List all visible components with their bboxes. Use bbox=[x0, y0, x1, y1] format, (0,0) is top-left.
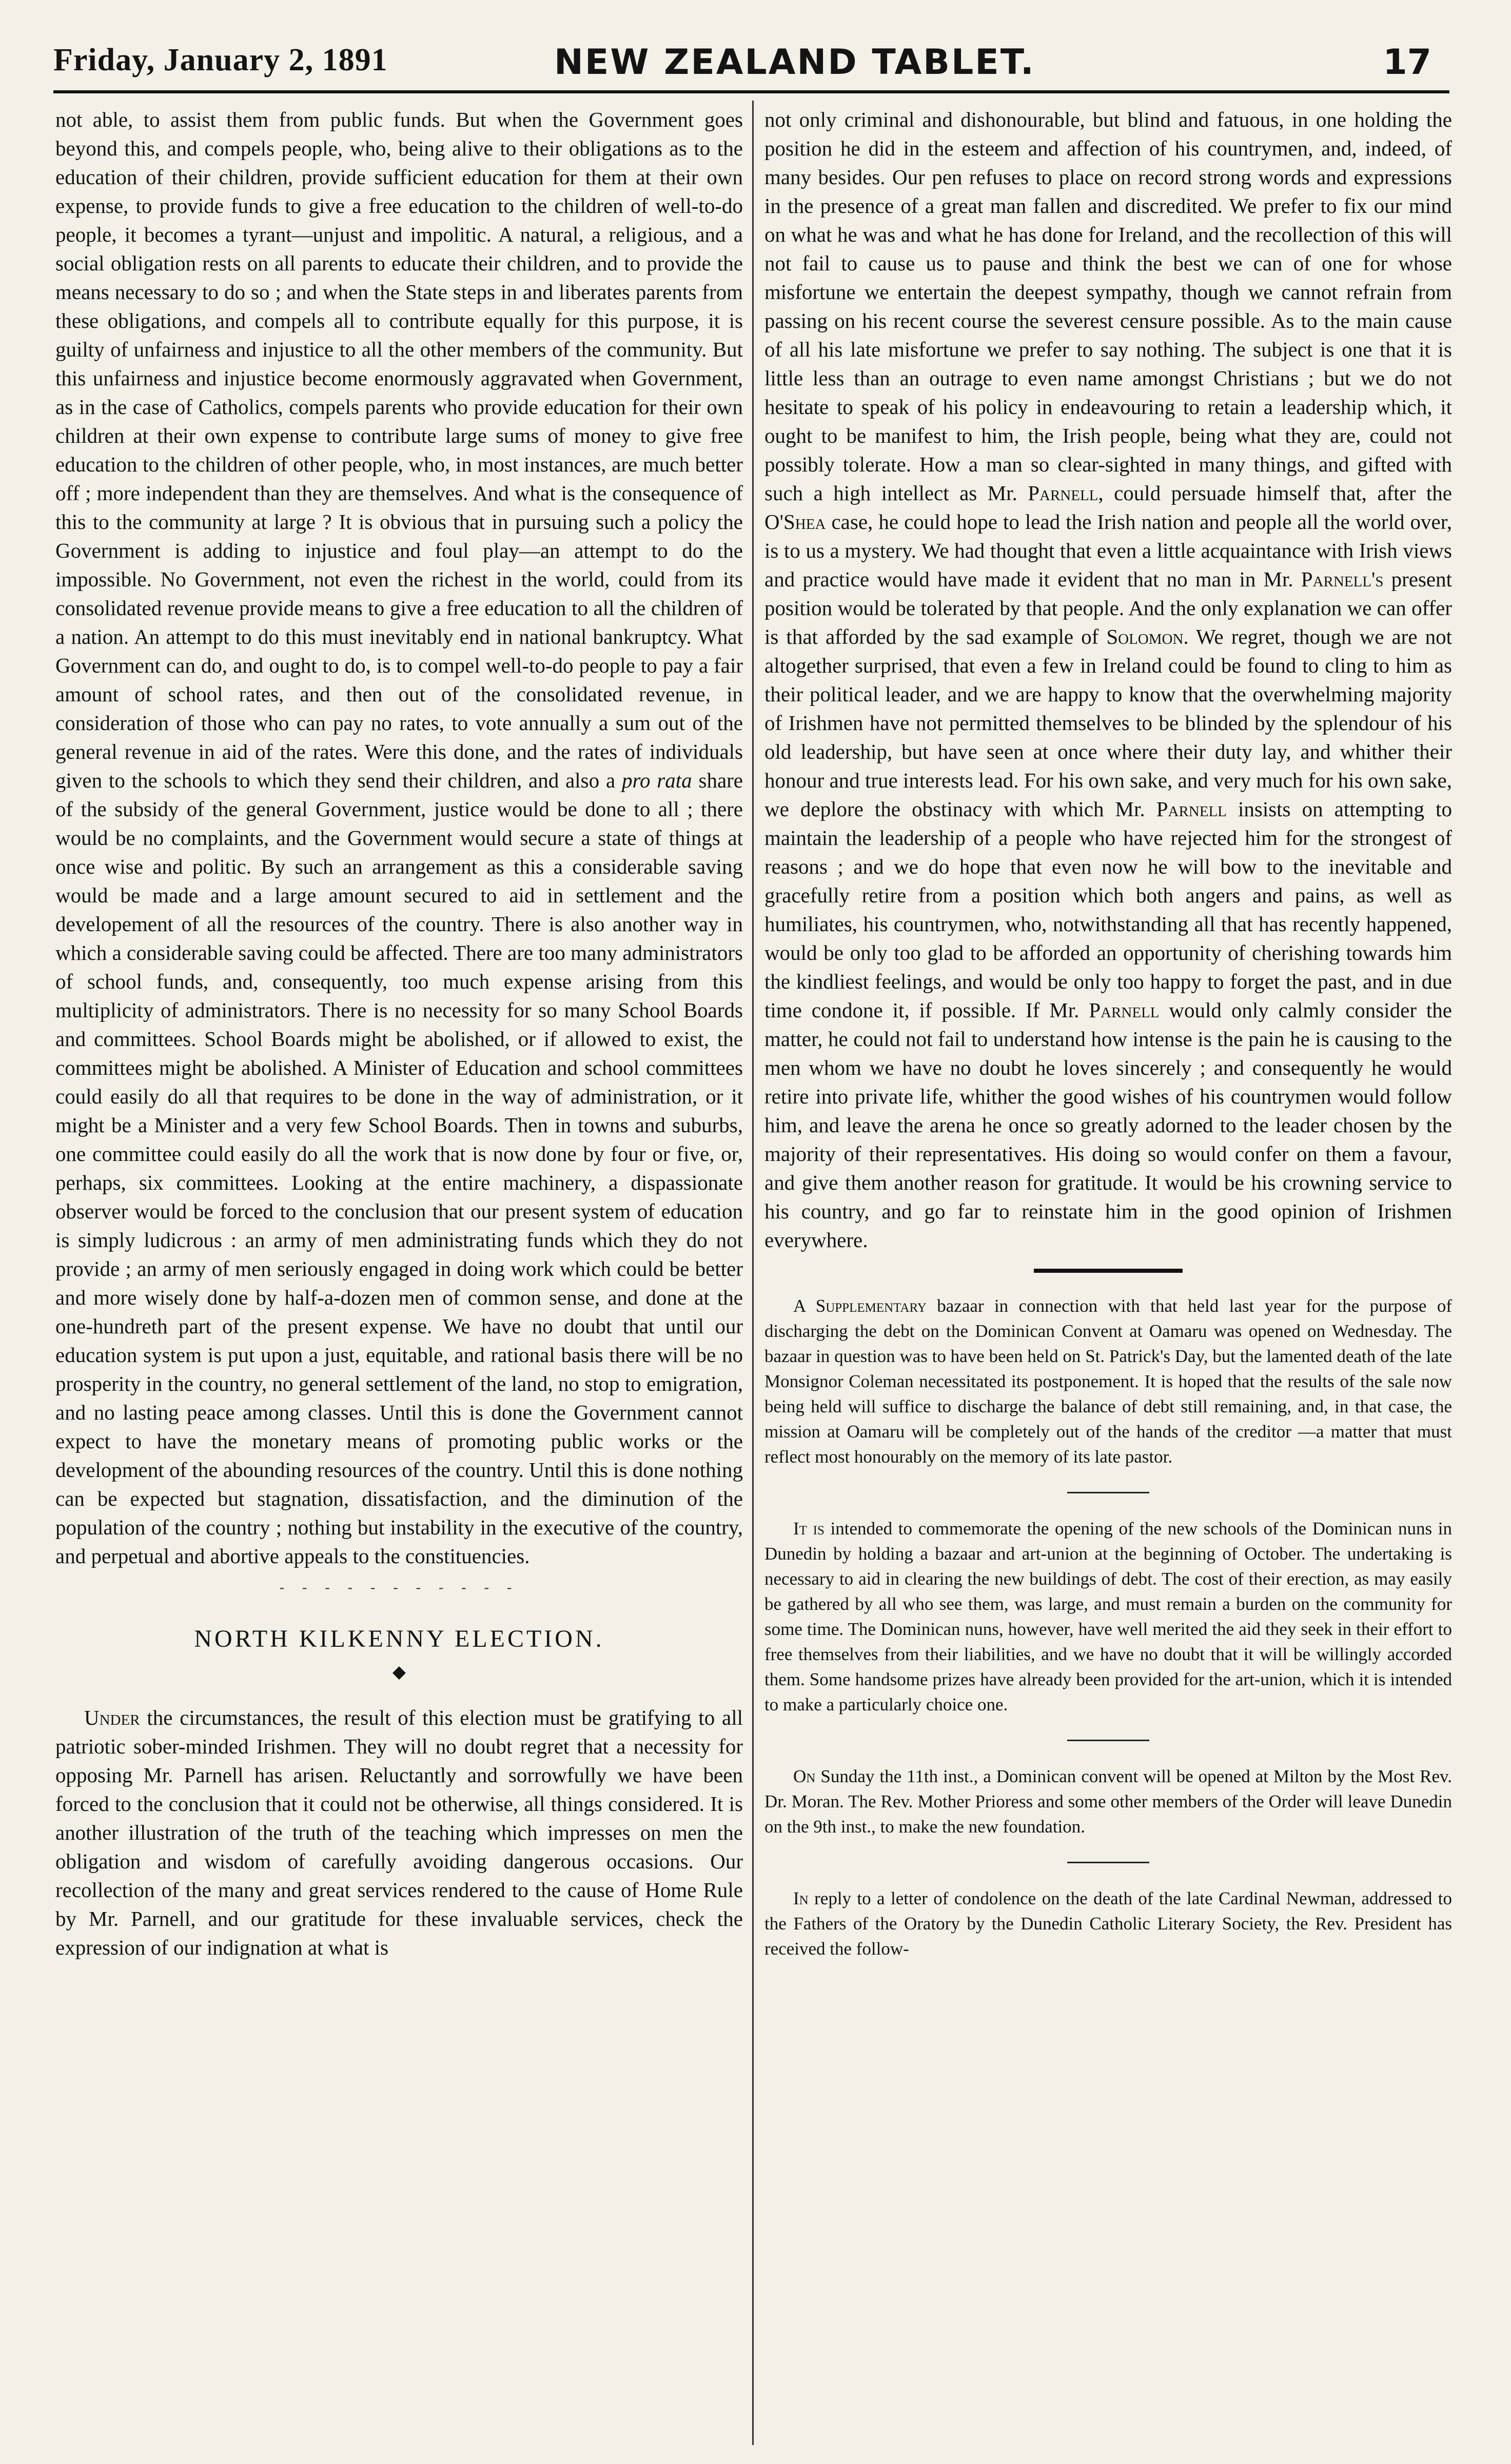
election-paragraph: Under the circumstances, the result of this election must be gratifying to all patriotic sober-minded Irishmen. They will no doubt regret that a necessity for opposing Mr. Parnell has arisen. Reluctantly and sorrowfully we have been forced to the conclusion that it could not be otherwise, all things considered. It is another illustration of the truth of the teaching which impresses on men the obligation and wisdom of carefully avoiding dangerous occasions. Our recollection of the many and great services rendered to the cause of Home Rule by Mr. Parnell, and our gratitude for these invaluable services, check the expression of our indignation at what is bbox=[55, 1706, 743, 1959]
section-rule bbox=[1034, 1269, 1183, 1273]
news-item-milton-convent: On Sunday the 11th inst., a Dominican convent will be opened at Milton by the Most Rev. Dr. Moran. The Rev. Mother Prioress and some other members of the Order will leave Dunedin on the 9th inst., to make the new foundation. bbox=[764, 1766, 1452, 1837]
left-column bbox=[55, 105, 743, 1962]
section-title: NORTH KILKENNY ELECTION. bbox=[194, 1625, 604, 1652]
masthead-title: NEW ZEALAND TABLET. bbox=[554, 42, 1035, 83]
ornament-icon: ◆ bbox=[392, 1663, 406, 1682]
section-separator: - - - - - - - - - - - bbox=[279, 1580, 519, 1595]
right-column bbox=[764, 105, 1452, 1961]
item-separator bbox=[1067, 1740, 1149, 1741]
issue-date: Friday, January 2, 1891 bbox=[53, 43, 388, 77]
page-number: 17 bbox=[1383, 42, 1431, 83]
editorial-paragraph: not able, to assist them from public funds. But when the Government goes beyond this, and compels people, who, being alive to their obligations as to the education of their children, provide sufficient education for them at their own expense, to provide funds to give a free education to the children of well-to-do people, it becomes a tyrant—unjust and impolitic. A natural, a religious, and a social obligation rests on all parents to educate their children, and to provide the means necessary to do so ; and when the State steps in and liberates parents from these obligations, and compels all to contribute equally for this purpose, it is guilty of unfairness and injustice to all the other members of the community. But this unfairness and injustice become enormously aggravated when Government, as in the case of Catholics, compels parents who provide education for their own children at their own expense to contribute large sums of money to give free education to the children of other people, who, in most instances, are much better off ; more independent than they are themselves. And what is the consequence of this to the community at large ? It is obvious that in pursuing such a policy the Government is adding to injustice and foul play—an attempt to do the impossible. No Government, not even the richest in the world, could from its consolidated revenue provide means to give a free education to all the children of a nation. An attempt to do this must inevitably end in national bankruptcy. What Government can do, and ought to do, is to compel well-to-do people to pay a fair amount of school rates, and then out of the consolidated revenue, in consideration of those who can pay no rates, to vote annually a sum out of the general revenue in aid of the rates. Were this done, and the rates of individuals given to the schools to which they send their children, and also a pro rata share of the subsidy of the general Government, justice would be done to all ; there would be no complaints, and the Government would secure a state of things at once wise and politic. By such an arrangement as this a considerable saving would be made and a large amount secured to aid in settlement and the developement of all the resources of the country. There is also another way in which a considerable saving could be affected. There are too many administrators of school funds, and, consequently, too much expense arising from this multiplicity of administrators. There is no necessity for so many School Boards and committees. School Boards might be abolished, or if allowed to exist, the committees might be abolished. A Minister of Education and school committees could easily do all that requires to be done in the way of administration, or it might be a Minister and a very few School Boards. Then in towns and suburbs, one committee could easily do all the work that is now done by four or five, or, perhaps, six committees. Looking at the entire machinery, a dispassionate observer would be forced to the conclusion that our present system of education is simply ludicrous : an army of men administrating funds which they do not provide ; an army of men seriously engaged in doing work which could be better and more wisely done by half-a-dozen men of common sense, and done at the one-hundreth part of the present expense. We have no doubt that until our education system is put upon a just, equitable, and rational basis there will be no prosperity in the country, no general settlement of the land, no stop to emigration, and no lasting peace among classes. Until this is done the Government cannot expect to have the monetary means of promoting public works or the development of the abounding resources of the country. Until this is done nothing can be expected but stagnation, dissatisfaction, and the diminution of the population of the country ; nothing but instability in the executive of the country, and perpetual and abortive appeals to the constituencies. bbox=[55, 108, 743, 1568]
item-separator bbox=[1067, 1492, 1149, 1493]
item-separator bbox=[1067, 1862, 1149, 1863]
news-item-dunedin-schools: It is intended to commemorate the opening of the new schools of the Dominican nuns in Dunedin by holding a bazaar and art-union at the beginning of October. The undertaking is necessary to aid in clearing the new buildings of debt. The cost of their erection, as may easily be gathered by all who see them, was large, and must remain a burden on the community for some time. The Dominican nuns, however, have well merited the aid they seek in their effort to free themselves from their liabilities, and we have no doubt that it will be willingly accorded them. Some handsome prizes have already been provided for the art-union, which it is intended to make a particularly choice one. bbox=[764, 1519, 1453, 1714]
column-divider bbox=[752, 101, 754, 2445]
news-item-bazaar-oamaru: A Supplementary bazaar in connection with that held last year for the purpose of discharging the debt on the Dominican Convent at Oamaru was opened on Wednesday. The bazaar in question was to have been held on St. Patrick's Day, but the lamented death of the late Monsignor Coleman necessitated its postponement. It is hoped that the results of the sale now being held will suffice to discharge the balance of debt still remaining, and, in that case, the mission at Oamaru will be completely out of the hands of the creditor —a matter that must reflect most honourably on the memory of its late pastor. bbox=[764, 1296, 1452, 1467]
editorial-continuation: not only criminal and dishonourable, but blind and fatuous, in one holding the position he did in the esteem and affection of his countrymen, and, indeed, of many besides. Our pen refuses to place on record strong words and expressions in the presence of a great man fallen and discredited. We prefer to fix our mind on what he was and what he has done for Ireland, and the recollection of this will not fail to cause us to pause and think the best we can of one for whose misfortune we entertain the deepest sympathy, though we cannot refrain from passing on his recent course the severest censure possible. As to the main cause of all his late misfortune we prefer to say nothing. The subject is one that it is little less than an outrage to even name amongst Christians ; but we do not hesitate to speak of his policy in endeavouring to retain a leadership which, it ought to be manifest to him, the Irish people, being what they are, could not possibly tolerate. How a man so clear-sighted in many things, and gifted with such a high intellect as Mr. Parnell, could persuade himself that, after the O'Shea case, he could hope to lead the Irish nation and people all the world over, is to us a mystery. We had thought that even a little acquaintance with Irish views and practice would have made it evident that no man in Mr. Parnell's present position would be tolerated by that people. And the only explanation we can offer is that afforded by the sad example of Solomon. We regret, though we are not altogether surprised, that even a few in Ireland could be found to cling to him as their political leader, and we are happy to know that the overwhelming majority of Irishmen have not permitted themselves to be blinded by the splendour of his old leadership, but have seen at once where their duty lay, and whither their honour and true interests lead. For his own sake, and very much for his own sake, we deplore the obstinacy with which Mr. Parnell insists on attempting to maintain the leadership of a people who have rejected him for the strongest of reasons ; and we do hope that even now he will bow to the inevitable and gracefully retire from a position which both angers and pains, as well as humiliates, his countrymen, who, notwithstanding all that has recently happened, would be only too glad to be afforded an opportunity of cherishing towards him the kindliest feelings, and would be only too happy to forget the past, and in due time condone it, if possible. If Mr. Parnell would only calmly consider the matter, he could not fail to understand how intense is the pain he is causing to the men whom we have no doubt he loves sincerely ; and consequently he would retire into private life, whither the good wishes of his countrymen would follow him, and leave the arena he once so greatly adorned to the leader chosen by the majority of their representatives. His doing so would confer on them a favour, and give them another reason for gratitude. It would be his crowning service to his country, and go far to reinstate him in the good opinion of Irishmen everywhere. bbox=[764, 108, 1453, 1252]
news-item-newman-condolence: In reply to a letter of condolence on the death of the late Cardinal Newman, addressed to the Fathers of the Oratory by the Dunedin Catholic Literary Society, the Rev. President has received the follow- bbox=[764, 1888, 1452, 1959]
header-rule bbox=[53, 90, 1449, 93]
